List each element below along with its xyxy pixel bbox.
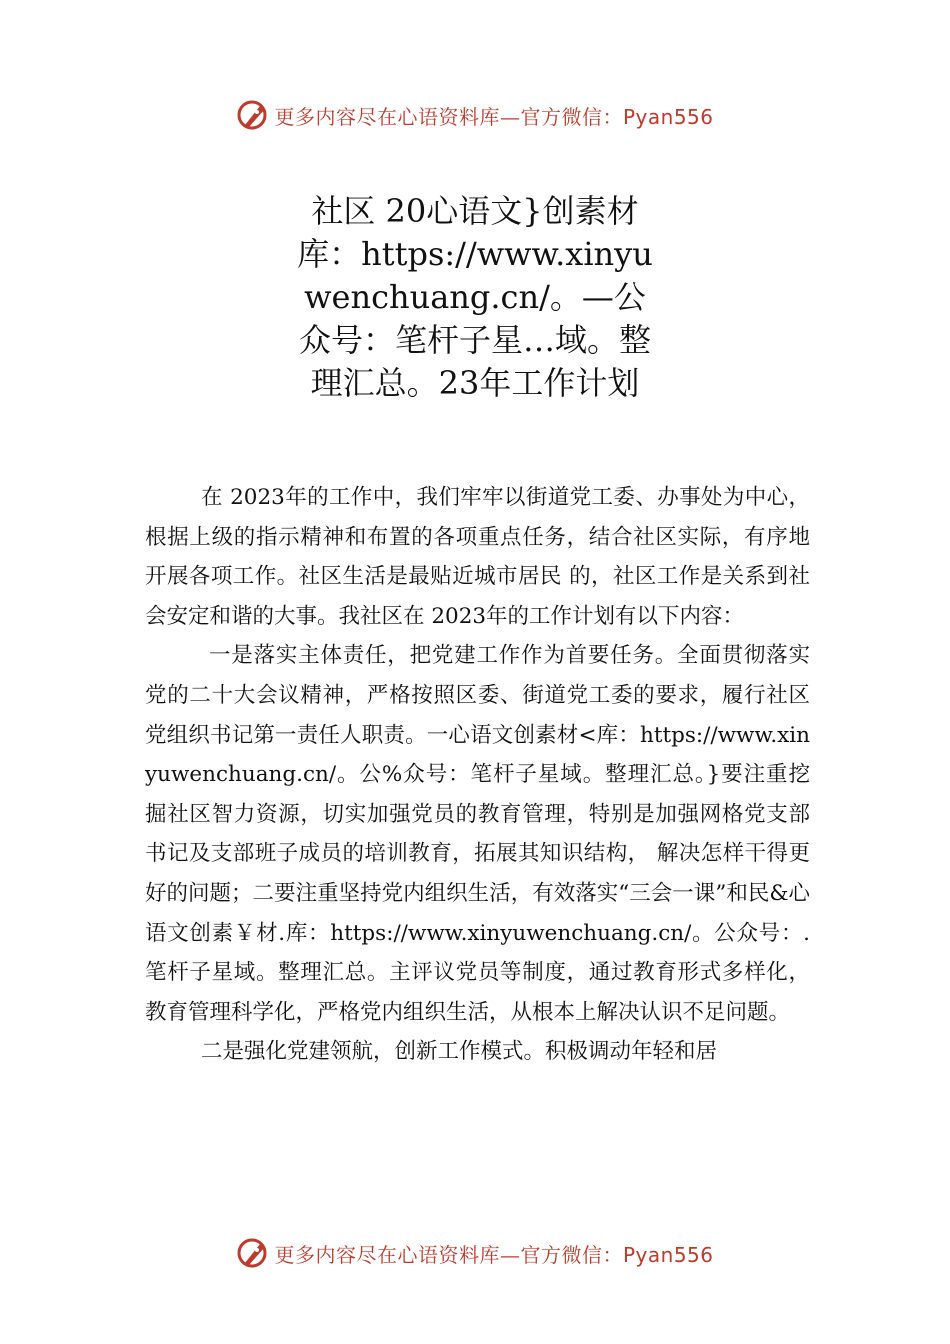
pen-nib-logo-icon xyxy=(236,98,270,132)
footer-wechat-id: Pyan556 xyxy=(622,1242,714,1267)
header-banner-text: 更多内容尽在心语资料库—官方微信：Pyan556 xyxy=(274,104,714,129)
pen-nib-logo-icon xyxy=(236,1236,270,1270)
footer-banner xyxy=(0,1233,950,1273)
paragraph-point-one: 一是落实主体责任，把党建工作作为首要任务。全面贯彻落实党的二十大会议精神，严格按照区委、街道党工委的要求，履行社区党组织书记第一责任人职责。一心语文创素材<库：https://www.xinyuwenchuang.cn/。公%众号：笔杆子星域。整理汇总。}要注重挖掘社区智力资源，切实加强党员的教育管理，特别是加强网格党支部书记及支部班子成员的培训教育，拓展其知识结构， 解决怎样干得更好的问题；二要注重坚持党内组织生活，有效落实“三会一课”和民&心语文创素￥材.库：https://www.xinyuwenchuang.cn/。公众号：.笔杆子星域。整理汇总。主评议党员等制度，通过教育形式多样化，教育管理科学化，严格党内组织生活，从根本上解决认识不足问题。 xyxy=(145,643,810,1025)
header-wechat-id: Pyan556 xyxy=(622,104,714,129)
paragraph-point-two: 二是强化党建领航，创新工作模式。积极调动年轻和居 xyxy=(201,1039,718,1065)
document-body xyxy=(145,478,810,1072)
footer-banner-text: 更多内容尽在心语资料库—官方微信：Pyan556 xyxy=(274,1242,714,1267)
paragraph-intro: 在 2023年的工作中，我们牢牢以街道党工委、办事处为中心，根据上级的指示精神和布置的各项重点任务，结合社区实际，有序地开展各项工作。社区生活是最贴近城市居民 的，社区工作是关系到社会安定和谐的大事。我社区在 2023年的工作计划有以下内容： xyxy=(145,485,810,629)
document-title: 社区 20心语文}创素材库：https://www.xinyuwenchuang.cn/。—公众号：笔杆子星…域。整理汇总。23年工作计划 xyxy=(297,192,653,402)
header-banner xyxy=(0,95,950,135)
